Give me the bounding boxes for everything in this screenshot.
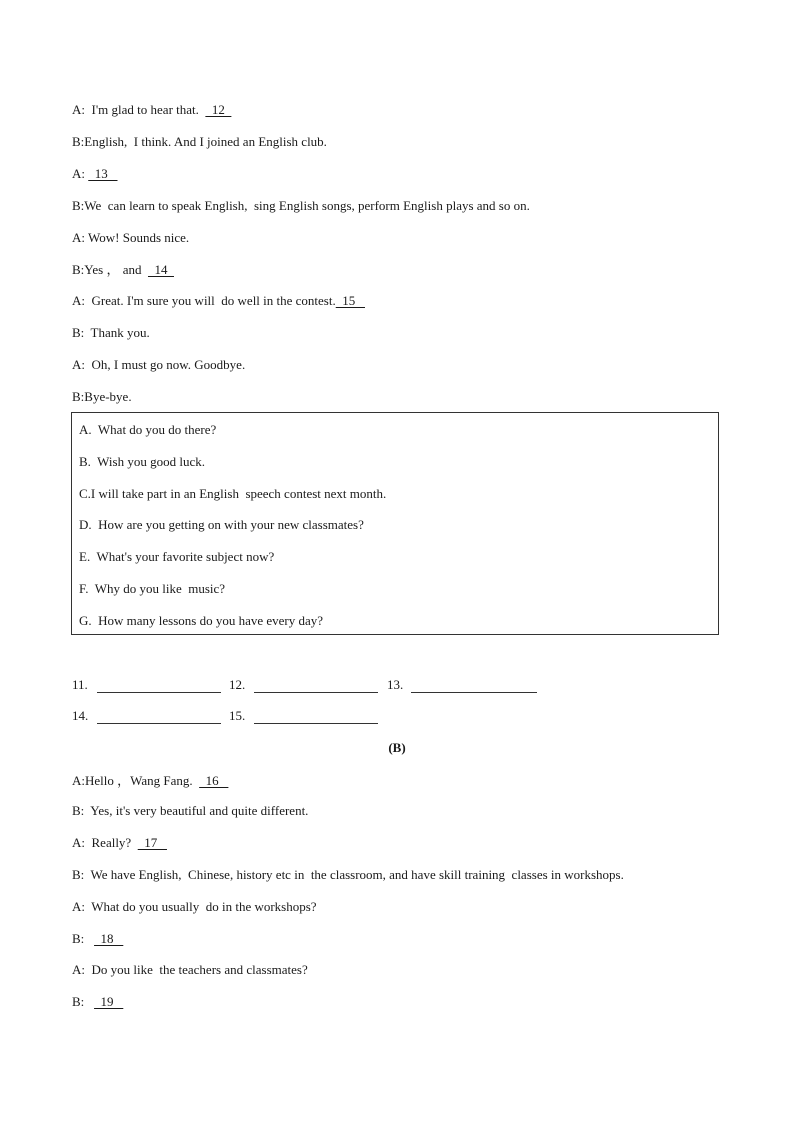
dialogue-line xyxy=(72,867,624,883)
answer-blank: 17 xyxy=(137,835,167,850)
dialogue-text: B: Thank you. xyxy=(72,325,150,340)
answer-label-11: 11. xyxy=(72,677,88,692)
dialogue-text: B:Bye-bye. xyxy=(72,389,132,404)
dialogue-text: B:English, I think. And I joined an English club. xyxy=(72,134,327,149)
dialogue-text: A: xyxy=(72,166,89,181)
option-a: A. What do you do there? xyxy=(79,422,217,437)
option-g: G. How many lessons do you have every day? xyxy=(79,613,324,628)
dialogue-line xyxy=(72,134,327,150)
dialogue-line xyxy=(72,262,174,278)
options-box xyxy=(71,412,719,635)
dialogue-line xyxy=(72,803,308,819)
option-f: F. Why do you like music? xyxy=(79,581,226,596)
dialogue-text: A: Do you like the teachers and classmates? xyxy=(72,962,308,977)
answer-line-12[interactable] xyxy=(254,692,378,693)
dialogue-line xyxy=(72,293,365,309)
dialogue-line xyxy=(72,962,308,978)
dialogue-text: B: We have English, Chinese, history etc in the classroom, and have skill training classes in workshops. xyxy=(72,867,624,882)
dialogue-line xyxy=(72,102,231,118)
dialogue-line xyxy=(72,835,167,851)
dialogue-text: A: I'm glad to hear that. xyxy=(72,102,206,117)
dialogue-line xyxy=(72,773,228,789)
answer-blank: 12 xyxy=(205,102,232,117)
answer-blank: 15 xyxy=(335,293,365,308)
answer-label-12: 12. xyxy=(229,677,246,692)
answer-label-15: 15. xyxy=(229,708,246,723)
section-b-heading: (B) xyxy=(388,740,406,755)
dialogue-line xyxy=(72,166,118,182)
dialogue-line xyxy=(72,899,317,915)
answer-blank: 18 xyxy=(94,931,124,946)
dialogue-line xyxy=(72,198,530,214)
answer-blank: 13 xyxy=(88,166,118,181)
dialogue-text: A: What do you usually do in the workshops? xyxy=(72,899,317,914)
option-c: C.I will take part in an English speech contest next month. xyxy=(79,486,387,501)
answer-label-13: 13. xyxy=(387,677,404,692)
dialogue-text: B:We can learn to speak English, sing English songs, perform English plays and so on. xyxy=(72,198,530,213)
dialogue-text: B: Yes, it's very beautiful and quite different. xyxy=(72,803,309,818)
dialogue-text: B: xyxy=(72,931,95,946)
dialogue-text: A:Hello ，Wang Fang. xyxy=(72,773,200,788)
answer-line-13[interactable] xyxy=(411,692,537,693)
dialogue-line xyxy=(72,325,150,341)
answer-label-14: 14. xyxy=(72,708,89,723)
answer-line-14[interactable] xyxy=(97,723,221,724)
dialogue-line xyxy=(72,931,123,947)
dialogue-text: A: Oh, I must go now. Goodbye. xyxy=(72,357,246,372)
answer-blank: 14 xyxy=(147,262,174,277)
answer-blank: 16 xyxy=(199,773,229,788)
option-e: E. What's your favorite subject now? xyxy=(79,549,275,564)
option-b: B. Wish you good luck. xyxy=(79,454,205,469)
dialogue-text: B: xyxy=(72,994,95,1009)
dialogue-line xyxy=(72,389,132,405)
dialogue-text: A: Great. I'm sure you will do well in the contest. xyxy=(72,293,336,308)
answer-blank: 19 xyxy=(94,994,124,1009)
dialogue-text: A: Really? xyxy=(72,835,138,850)
option-d: D. How are you getting on with your new classmates? xyxy=(79,517,364,532)
dialogue-text: B:Yes ， and xyxy=(72,262,148,277)
dialogue-line xyxy=(72,994,123,1010)
dialogue-text: A: Wow! Sounds nice. xyxy=(72,230,190,245)
dialogue-line xyxy=(72,230,189,246)
dialogue-line xyxy=(72,357,245,373)
answer-line-15[interactable] xyxy=(254,723,378,724)
answer-line-11[interactable] xyxy=(97,692,221,693)
